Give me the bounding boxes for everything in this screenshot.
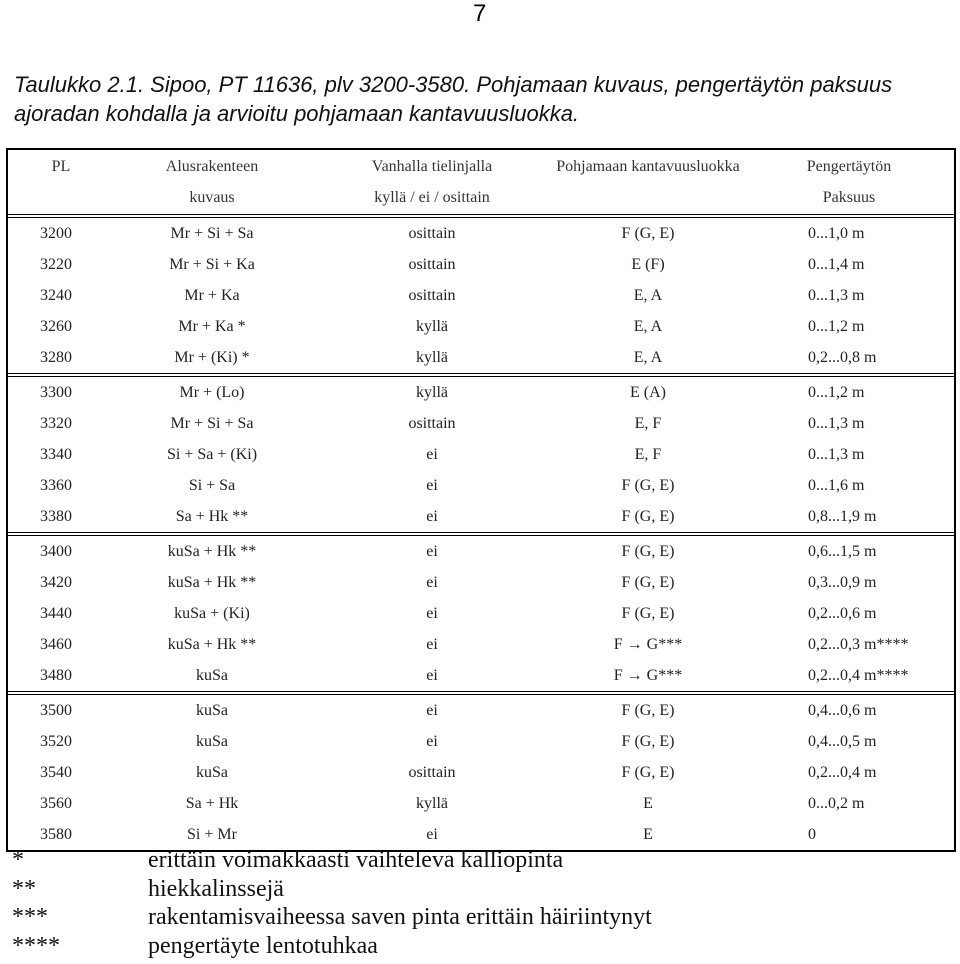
cell-kantavuus: F (G, E) bbox=[621, 604, 675, 622]
cell-kantavuus: E, A bbox=[633, 348, 663, 366]
table-row bbox=[8, 660, 954, 691]
table-row bbox=[8, 501, 954, 532]
cell-paksuus: 0,2...0,4 m**** bbox=[808, 666, 909, 684]
page-number: 7 bbox=[473, 0, 487, 27]
header-kantavuusluokka-sub bbox=[554, 184, 742, 214]
footnote bbox=[12, 932, 942, 961]
table-row bbox=[8, 629, 954, 660]
cell-pl: 3340 bbox=[40, 445, 72, 463]
footnote-text: rakentamisvaiheessa saven pinta erittäin häiriintynyt bbox=[148, 904, 652, 930]
cell-kantavuus: F (G, E) bbox=[621, 573, 675, 591]
cell-alusrakenne: Mr + Si + Sa bbox=[170, 414, 254, 432]
cell-pl: 3220 bbox=[40, 255, 72, 273]
data-table bbox=[6, 148, 956, 852]
footnote-symbol: *** bbox=[12, 904, 48, 930]
table-row bbox=[8, 757, 954, 788]
cell-kantavuus: F (G, E) bbox=[621, 507, 675, 525]
cell-tielinja: ei bbox=[426, 732, 438, 750]
cell-paksuus: 0...1,3 m bbox=[808, 445, 865, 463]
header-kantavuusluokka: Pohjamaan kantavuusluokka bbox=[556, 158, 740, 175]
table-row bbox=[8, 439, 954, 470]
cell-alusrakenne: kuSa + (Ki) bbox=[174, 604, 250, 622]
cell-paksuus: 0,4...0,5 m bbox=[808, 732, 877, 750]
cell-pl: 3240 bbox=[40, 286, 72, 304]
cell-pl: 3260 bbox=[40, 317, 72, 335]
cell-kantavuus: F (G, E) bbox=[621, 542, 675, 560]
cell-pl: 3300 bbox=[40, 383, 72, 401]
cell-paksuus: 0...1,2 m bbox=[808, 383, 865, 401]
cell-paksuus: 0...0,2 m bbox=[808, 794, 865, 812]
cell-kantavuus: F (G, E) bbox=[621, 701, 675, 719]
cell-kantavuus: E bbox=[643, 825, 653, 843]
cell-tielinja: osittain bbox=[408, 763, 456, 781]
cell-pl: 3480 bbox=[40, 666, 72, 684]
cell-alusrakenne: Si + Sa + (Ki) bbox=[166, 445, 258, 463]
cell-pl: 3540 bbox=[40, 763, 72, 781]
cell-tielinja: kyllä bbox=[416, 794, 448, 812]
cell-alusrakenne: Sa + Hk bbox=[185, 794, 239, 812]
cell-alusrakenne: kuSa + Hk ** bbox=[167, 573, 257, 591]
cell-pl: 3360 bbox=[40, 476, 72, 494]
cell-tielinja: ei bbox=[426, 701, 438, 719]
header-pl-sub bbox=[8, 184, 114, 214]
footnote-text: hiekkalinssejä bbox=[148, 875, 284, 902]
table-row bbox=[8, 218, 954, 249]
cell-tielinja: ei bbox=[426, 666, 438, 684]
cell-kantavuus: F → G*** bbox=[613, 666, 683, 684]
cell-kantavuus: E, A bbox=[633, 286, 663, 304]
cell-tielinja: ei bbox=[426, 573, 438, 591]
cell-kantavuus: E bbox=[643, 794, 653, 812]
cell-alusrakenne: kuSa bbox=[196, 666, 228, 684]
cell-tielinja: ei bbox=[426, 476, 438, 494]
table-row bbox=[8, 342, 954, 373]
cell-alusrakenne: Mr + Ka * bbox=[178, 317, 246, 335]
header-pengertaytto: Pengertäytön bbox=[806, 158, 892, 175]
table-row bbox=[8, 280, 954, 311]
cell-kantavuus: E, A bbox=[633, 317, 663, 335]
cell-alusrakenne: Mr + Ka bbox=[184, 286, 240, 304]
header-vanha-tielinja: Vanhalla tielinjalla bbox=[371, 158, 493, 175]
cell-kantavuus: F (G, E) bbox=[621, 476, 675, 494]
cell-alusrakenne: kuSa + Hk ** bbox=[167, 542, 257, 560]
cell-alusrakenne: kuSa bbox=[196, 732, 228, 750]
row-group bbox=[8, 377, 954, 536]
footnote bbox=[12, 875, 942, 904]
table-row bbox=[8, 536, 954, 567]
cell-pl: 3500 bbox=[40, 701, 72, 719]
cell-tielinja: kyllä bbox=[416, 317, 448, 335]
cell-alusrakenne: kuSa bbox=[196, 763, 228, 781]
cell-alusrakenne: Mr + (Lo) bbox=[179, 383, 245, 401]
cell-kantavuus: E (A) bbox=[630, 383, 666, 401]
footnote-text: pengertäyte lentotuhkaa bbox=[148, 932, 378, 959]
cell-kantavuus: E (F) bbox=[631, 255, 665, 273]
table-row bbox=[8, 377, 954, 408]
cell-alusrakenne: Si + Mr bbox=[187, 825, 237, 843]
table-body bbox=[8, 218, 954, 850]
cell-alusrakenne: Mr + Si + Ka bbox=[169, 255, 255, 273]
cell-pl: 3380 bbox=[40, 507, 72, 525]
table-header bbox=[8, 150, 954, 218]
cell-pl: 3580 bbox=[40, 825, 72, 843]
cell-paksuus: 0...1,0 m bbox=[808, 224, 865, 242]
footnote bbox=[12, 846, 942, 875]
header-alusrakenne-sub: kuvaus bbox=[189, 189, 235, 206]
cell-alusrakenne: Sa + Hk ** bbox=[175, 507, 249, 525]
table-row bbox=[8, 567, 954, 598]
footnote-text: erittäin voimakkaasti vaihteleva kalliopinta bbox=[148, 847, 564, 873]
cell-pl: 3320 bbox=[40, 414, 72, 432]
cell-alusrakenne: Si + Sa bbox=[188, 476, 236, 494]
cell-tielinja: osittain bbox=[408, 414, 456, 432]
cell-paksuus: 0...1,2 m bbox=[808, 317, 865, 335]
cell-kantavuus: F (G, E) bbox=[621, 224, 675, 242]
cell-tielinja: ei bbox=[426, 825, 438, 843]
caption-line-2: ajoradan kohdalla ja arvioitu pohjamaan kantavuusluokka. bbox=[14, 101, 580, 126]
cell-tielinja: osittain bbox=[408, 286, 456, 304]
cell-kantavuus: F (G, E) bbox=[621, 732, 675, 750]
cell-paksuus: 0,4...0,6 m bbox=[808, 701, 877, 719]
cell-kantavuus: E, F bbox=[634, 445, 662, 463]
cell-alusrakenne: kuSa bbox=[196, 701, 228, 719]
table-row bbox=[8, 249, 954, 280]
table-row bbox=[8, 788, 954, 819]
cell-pl: 3400 bbox=[40, 542, 72, 560]
cell-paksuus: 0...1,4 m bbox=[808, 255, 865, 273]
cell-pl: 3200 bbox=[40, 224, 72, 242]
table-row bbox=[8, 408, 954, 439]
cell-tielinja: ei bbox=[426, 635, 438, 653]
header-pengertaytto-sub: Paksuus bbox=[822, 189, 876, 206]
cell-pl: 3520 bbox=[40, 732, 72, 750]
cell-pl: 3280 bbox=[40, 348, 72, 366]
table-row bbox=[8, 470, 954, 501]
cell-paksuus: 0,2...0,6 m bbox=[808, 604, 877, 622]
cell-kantavuus: F → G*** bbox=[613, 635, 683, 653]
cell-tielinja: kyllä bbox=[416, 348, 448, 366]
cell-paksuus: 0,2...0,8 m bbox=[808, 348, 877, 366]
footnote-symbol: ** bbox=[12, 875, 36, 902]
cell-paksuus: 0,2...0,3 m**** bbox=[808, 635, 909, 653]
cell-tielinja: ei bbox=[426, 542, 438, 560]
table-row bbox=[8, 598, 954, 629]
cell-tielinja: kyllä bbox=[416, 383, 448, 401]
cell-alusrakenne: kuSa + Hk ** bbox=[167, 635, 257, 653]
footnotes bbox=[12, 846, 942, 960]
cell-paksuus: 0,2...0,4 m bbox=[808, 763, 877, 781]
cell-kantavuus: F (G, E) bbox=[621, 763, 675, 781]
cell-tielinja: osittain bbox=[408, 255, 456, 273]
cell-pl: 3560 bbox=[40, 794, 72, 812]
cell-paksuus: 0...1,3 m bbox=[808, 414, 865, 432]
cell-paksuus: 0,6...1,5 m bbox=[808, 542, 877, 560]
cell-paksuus: 0,8...1,9 m bbox=[808, 507, 877, 525]
table-row bbox=[8, 695, 954, 726]
footnote bbox=[12, 903, 942, 932]
header-vanha-tielinja-sub: kyllä / ei / osittain bbox=[374, 189, 490, 206]
cell-paksuus: 0 bbox=[808, 825, 816, 843]
header-pl: PL bbox=[51, 158, 71, 175]
row-group bbox=[8, 695, 954, 850]
cell-pl: 3460 bbox=[40, 635, 72, 653]
table-caption bbox=[14, 70, 944, 128]
footnote-symbol: **** bbox=[12, 932, 60, 959]
cell-paksuus: 0...1,3 m bbox=[808, 286, 865, 304]
footnote-symbol: * bbox=[12, 847, 24, 873]
cell-tielinja: ei bbox=[426, 604, 438, 622]
header-alusrakenne: Alusrakenteen bbox=[165, 158, 259, 175]
cell-pl: 3440 bbox=[40, 604, 72, 622]
cell-tielinja: ei bbox=[426, 445, 438, 463]
cell-alusrakenne: Mr + (Ki) * bbox=[174, 348, 250, 366]
cell-paksuus: 0,3...0,9 m bbox=[808, 573, 877, 591]
caption-line-1: Taulukko 2.1. Sipoo, PT 11636, plv 3200-3580. Pohjamaan kuvaus, pengertäytön paksuus bbox=[14, 72, 893, 97]
cell-kantavuus: E, F bbox=[634, 414, 662, 432]
row-group bbox=[8, 218, 954, 377]
table-row bbox=[8, 726, 954, 757]
cell-tielinja: osittain bbox=[408, 224, 456, 242]
table-row bbox=[8, 311, 954, 342]
cell-paksuus: 0...1,6 m bbox=[808, 476, 865, 494]
cell-alusrakenne: Mr + Si + Sa bbox=[170, 224, 254, 242]
row-group bbox=[8, 536, 954, 695]
cell-pl: 3420 bbox=[40, 573, 72, 591]
cell-tielinja: ei bbox=[426, 507, 438, 525]
